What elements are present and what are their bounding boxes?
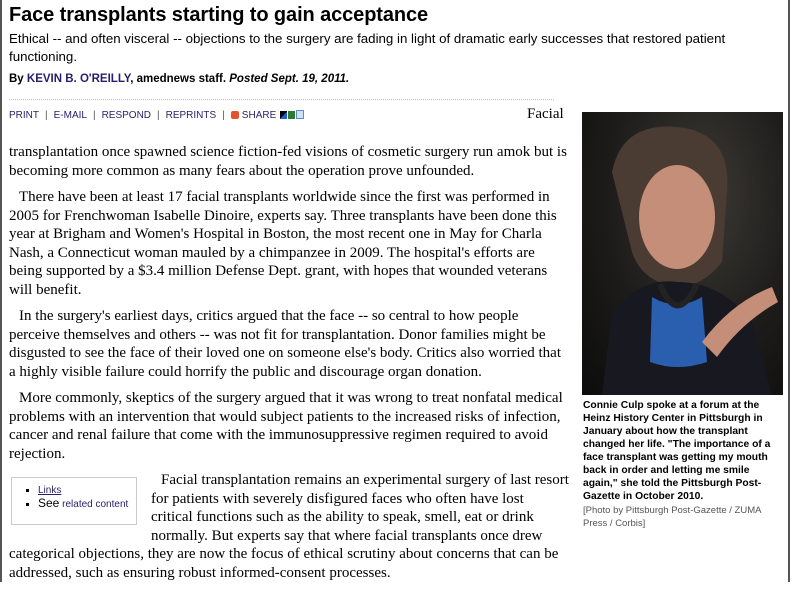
photo-caption: Connie Culp spoke at a forum at the Heinz History Center in Pittsburgh in January about how the transplant changed her life. "The importance of a face transplant was getting my mouth back in order and letting me smile again," she told the Pittsburgh Post-Gazette in October 2010. [583, 400, 771, 502]
paragraph: transplantation once spawned science fiction-fed visions of cosmetic surgery run amok but is becoming more common as many fears about the operation prove unfounded. [9, 144, 567, 179]
paragraph: More commonly, skeptics of the surgery argued that it was wrong to treat nonfatal medical problems with an intervention that would subject patients to the increased risks of infection, cancer and renal failure that come with the immunosuppressive regimen required to avoid rejection. [9, 390, 563, 462]
lead-word: Facial [527, 106, 564, 122]
face [639, 165, 715, 269]
share-plus-icon [231, 111, 239, 119]
email-link[interactable]: E-MAIL [53, 110, 87, 121]
reprints-link[interactable]: REPRINTS [165, 110, 217, 121]
paragraph: Facial transplantation remains an experimental surgery of last resort for patients with severely disfigured faces who often have lost critical functions such as the ability to speak, smell, eat or drink normally. But experts say that where facial transplants once drew categorical objections, they are now the focus of ethical scrutiny about concerns that can be addressed, such as ensuring robust informed-consent processes. [9, 472, 569, 581]
separator: | [157, 110, 160, 121]
byline-prefix: By [9, 73, 24, 85]
page-border-right [788, 0, 790, 582]
article-body [9, 143, 569, 590]
related-links-box [11, 477, 137, 525]
article-title: Face transplants starting to gain acceptance [9, 4, 429, 26]
related-content-link[interactable]: related content [62, 499, 129, 510]
paragraph: In the surgery's earliest days, critics argued that the face -- so central to how people perceive themselves and others -- was not fit for transplantation. Donor families might be disgusted to see the face of their loved one on someone else's body. Critics also worried that a highly visible failure could horrify the public and discourage organ donation. [9, 308, 562, 380]
article-photo [582, 112, 783, 395]
posted-date: Posted Sept. 19, 2011. [229, 73, 350, 85]
page-border-left [0, 0, 2, 582]
share-button[interactable] [231, 110, 276, 121]
paragraph: There have been at least 17 facial transplants worldwide since the first was performed in 2005 for Frenchwoman Isabelle Dinoire, experts say. Three transplants have been done this year at Brigham and Women's Hospital in Boston, the most recent one in May for Charla Nash, a Connecticut woman mauled by a chimpanzee in 2009. The hospital's efforts are being supported by a $3.4 million Defense Dept. grant, with hopes that wounded veterans will benefit. [9, 189, 557, 298]
separator: | [45, 110, 48, 121]
share-label: SHARE [241, 110, 277, 121]
google-icon[interactable] [296, 110, 304, 119]
links-link[interactable]: Links [38, 485, 62, 496]
see-label: See [38, 496, 60, 510]
byline-staff: , amednews staff. [130, 73, 227, 85]
print-link[interactable]: PRINT [9, 110, 39, 121]
byline [9, 73, 349, 85]
photo-illustration [582, 112, 783, 395]
respond-link[interactable]: RESPOND [101, 110, 152, 121]
separator: | [92, 110, 96, 121]
article-toolbar [9, 110, 304, 121]
photo-credit: [Photo by Pittsburgh Post-Gazette / ZUMA Press / Corbis] [583, 505, 761, 529]
separator: | [222, 110, 225, 121]
author-link[interactable]: KEVIN B. O'REILLY [26, 73, 131, 85]
digg-icon[interactable] [288, 111, 295, 119]
article-deck: Ethical -- and often visceral -- objections to the surgery are fading in light of dramatic early successes that restored patient functioning. [9, 31, 726, 64]
delicious-icon[interactable] [280, 111, 287, 119]
divider [9, 99, 554, 100]
